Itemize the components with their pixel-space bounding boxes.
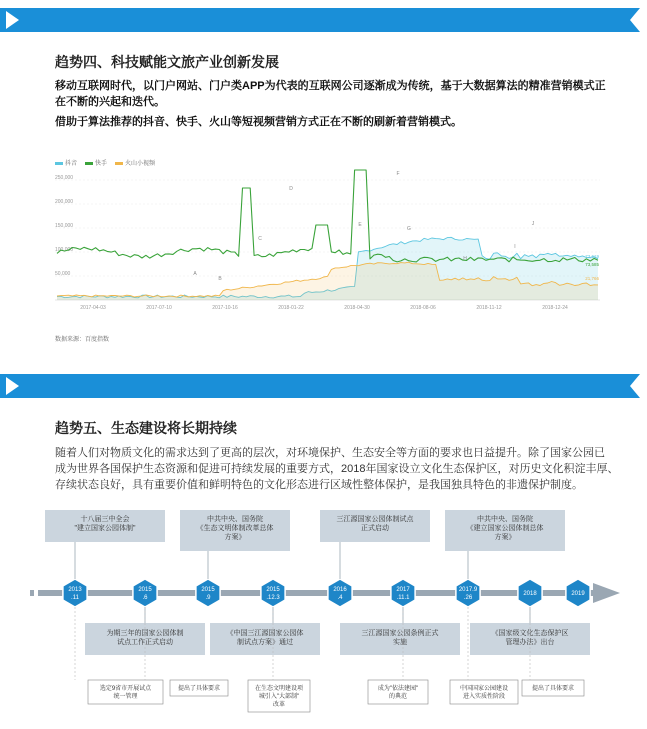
timeline-node-label: 2018 <box>523 591 537 597</box>
point-label: E <box>358 222 362 228</box>
point-label: H <box>463 256 467 262</box>
section5-para-line1: 随着人们对物质文化的需求达到了更高的层次，对环境保护、生态安全等方面的要求也日益提升。除了国家公园已 <box>55 447 605 459</box>
end-value-label: 21,766 <box>585 276 599 281</box>
note-text: 成为"依法建园"的典范 <box>377 686 419 700</box>
x-tick-label: 2018-12-24 <box>542 305 568 311</box>
x-tick-label: 2017-07-10 <box>146 305 172 311</box>
timeline-node-icon <box>133 579 157 607</box>
bottom-event-text: 《中国三江源国家公园体制试点方案》通过 <box>226 630 304 646</box>
point-label: I <box>514 244 516 250</box>
top-event-text: 三江源国家公园体制试点正式启动 <box>336 516 414 532</box>
section5-banner <box>0 374 640 398</box>
section4-para1-line1: 移动互联网时代，以门户网站、门户类APP为代表的互联网公司逐渐成为传统，基于大数据算法的精准营销模式正 <box>55 80 606 92</box>
section5-para-line2: 成为世界各国保护生态资源和促进可持续发展的重要方式，2018年国家设立文化生态保护区，对历史文化积淀丰厚、 <box>55 463 619 475</box>
national-park-timeline <box>30 505 630 725</box>
legend-label: 快手 <box>95 161 108 167</box>
banner-tail <box>630 8 640 32</box>
y-tick-label: 250,000 <box>55 175 74 181</box>
y-tick-label: 150,000 <box>55 223 74 229</box>
timeline-node-label: 2015 .6 <box>138 587 152 601</box>
top-event-text: 中共中央、国务院《建立国家公园体制总体方案》 <box>466 516 544 541</box>
timeline-node-label: 2016 .4 <box>333 587 347 601</box>
x-tick-label: 2017-10-16 <box>212 305 238 311</box>
note-box <box>368 680 428 704</box>
timeline-axis <box>38 590 593 596</box>
top-event-text: 中共中央、国务院《生态文明体制改革总体方案》 <box>196 516 274 541</box>
note-text: 选定9省市开展试点统一管理 <box>99 686 152 700</box>
bottom-event-text: 三江源国家公园条例正式实施 <box>361 630 439 646</box>
section5-title: 趋势五、生态建设将长期持续 <box>55 420 237 436</box>
section4-title: 趋势四、科技赋能文旅产业创新发展 <box>55 54 279 70</box>
timeline-node-icon <box>261 579 285 607</box>
end-value-label: 73,619 <box>585 254 599 259</box>
timeline-node-icon <box>328 579 352 607</box>
point-label: J <box>531 221 535 227</box>
x-tick-label: 2017-04-03 <box>80 305 106 311</box>
timeline-node-label: 2017 .11.1 <box>396 587 410 601</box>
timeline-node-label: 2015 .9 <box>201 587 215 601</box>
x-tick-label: 2018-08-06 <box>410 305 436 311</box>
y-tick-label: 200,000 <box>55 199 74 205</box>
banner-arrow-icon <box>6 11 19 29</box>
banner-tail <box>630 374 640 398</box>
timeline-node-label: 2017.9 .26 <box>458 587 478 601</box>
section4-banner <box>0 8 640 32</box>
point-label: F <box>396 171 400 177</box>
point-label: C <box>258 236 262 242</box>
end-value-label: 73,585 <box>585 262 599 267</box>
point-label: G <box>407 226 411 232</box>
section4-para1-line2: 在不断的兴起和迭代。 <box>55 96 165 108</box>
chart-source: 数据来源：百度指数 <box>55 337 110 343</box>
x-tick-label: 2018-04-30 <box>344 305 370 311</box>
note-text: 提出了具体要求 <box>531 686 575 692</box>
legend-label: 抖音 <box>65 161 78 167</box>
point-label: A <box>193 271 197 277</box>
bottom-event-text: 为期三年的国家公园体制试点工作正式启动 <box>106 630 184 646</box>
y-tick-label: 50,000 <box>55 271 71 277</box>
timeline-node-label: 2015 .12.3 <box>266 587 280 601</box>
timeline-node-icon <box>63 579 87 607</box>
note-text: 提出了具体要求 <box>177 686 221 692</box>
timeline-node-label: 2013 .11 <box>68 587 82 601</box>
point-label: B <box>218 276 222 282</box>
timeline-node-icon <box>456 579 480 607</box>
x-tick-label: 2018-11-12 <box>476 305 502 311</box>
note-text: 在生态文明建设项城引入"大部制"改革 <box>254 686 304 708</box>
legend-label: 火山小视频 <box>125 161 156 167</box>
banner-arrow-icon <box>6 377 19 395</box>
timeline-tail-dash <box>30 590 34 596</box>
note-box <box>450 680 518 704</box>
trend-line-chart <box>45 150 605 350</box>
note-text: 中国国家公园建设进入实质性阶段 <box>459 686 509 700</box>
section5-para-line3: 存续状态良好，具有重要价值和鲜明特色的文化形态进行区域性整体保护，是我国独具特色的非遗保护制度。 <box>55 479 583 491</box>
section4-para2: 借助于算法推荐的抖音、快手、火山等短视频营销方式正在不断的刷新着营销模式。 <box>55 116 462 128</box>
x-tick-label: 2018-01-22 <box>278 305 304 311</box>
timeline-arrowhead-icon <box>593 583 620 603</box>
timeline-node-icon <box>391 579 415 607</box>
timeline-node-label: 2019 <box>571 591 585 597</box>
note-box <box>88 680 163 704</box>
series-kuaishou <box>57 170 598 262</box>
point-label: D <box>289 186 293 192</box>
bottom-event-text: 《国家级文化生态保护区管理办法》出台 <box>491 630 569 646</box>
y-tick-label: 100,000 <box>55 247 74 253</box>
timeline-node-icon <box>196 579 220 607</box>
top-event-text: 十八届三中全会"建立国家公园体制" <box>74 516 136 532</box>
